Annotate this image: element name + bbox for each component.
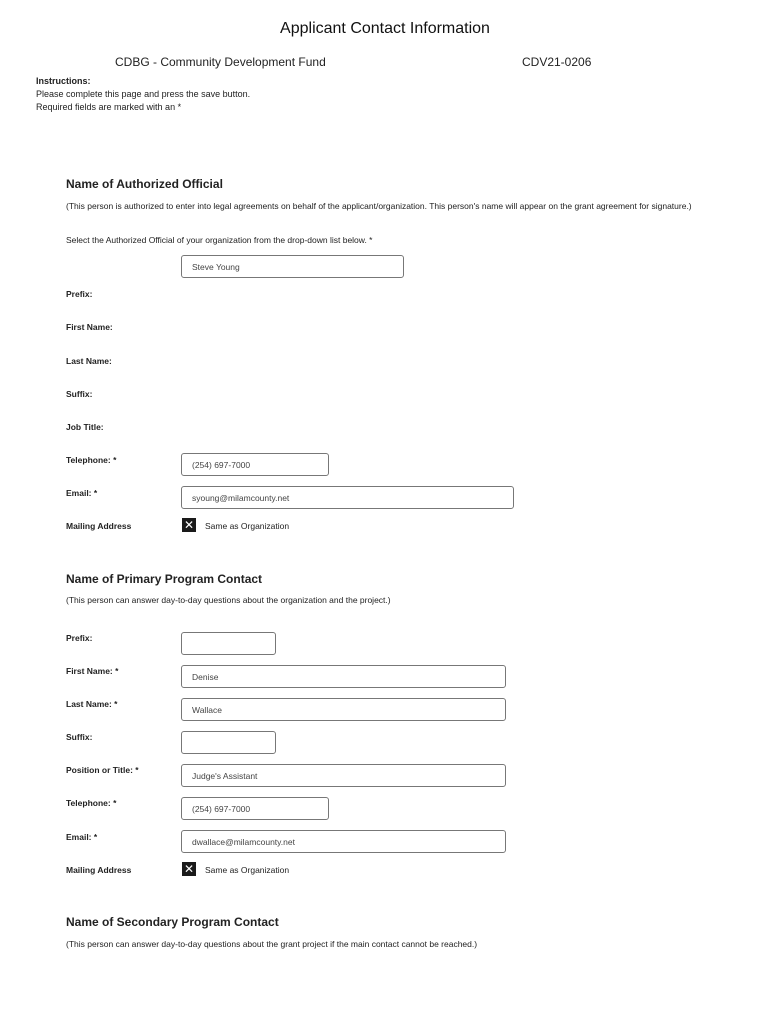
- pc-same-as-org-label: Same as Organization: [205, 865, 290, 875]
- ao-last-name-label: Last Name:: [66, 356, 112, 366]
- ao-suffix-label: Suffix:: [66, 389, 93, 399]
- pc-email-label: Email: *: [66, 832, 98, 842]
- application-id: CDV21-0206: [522, 55, 592, 69]
- ao-email-field[interactable]: [181, 486, 514, 509]
- primary-contact-note: (This person can answer day-to-day questions about the organization and the project.): [66, 595, 391, 605]
- page-title: Applicant Contact Information: [280, 20, 490, 37]
- authorized-official-select-prompt: Select the Authorized Official of your organization from the drop-down list below. *: [66, 235, 373, 245]
- ao-same-as-org-checkbox[interactable]: [182, 518, 196, 532]
- ao-mailing-label: Mailing Address: [66, 521, 132, 531]
- ao-same-as-org-label: Same as Organization: [205, 521, 290, 531]
- ao-email-value: syoung@milamcounty.net: [192, 492, 290, 503]
- ao-prefix-label: Prefix:: [66, 289, 93, 299]
- pc-suffix-label: Suffix:: [66, 732, 93, 742]
- pc-telephone-field[interactable]: [181, 797, 329, 820]
- authorized-official-heading: Name of Authorized Official: [66, 177, 223, 191]
- x-mark-icon: ✕: [183, 862, 195, 876]
- pc-mailing-label: Mailing Address: [66, 865, 132, 875]
- ao-email-label: Email: *: [66, 488, 98, 498]
- pc-telephone-label: Telephone: *: [66, 798, 117, 808]
- secondary-contact-note: (This person can answer day-to-day questions about the grant project if the main contact cannot be reached.): [66, 939, 478, 949]
- pc-email-field[interactable]: [181, 830, 506, 853]
- pc-prefix-label: Prefix:: [66, 633, 93, 643]
- pc-email-value: dwallace@milamcounty.net: [192, 836, 295, 847]
- pc-last-name-label: Last Name: *: [66, 699, 118, 709]
- secondary-contact-heading: Name of Secondary Program Contact: [66, 915, 279, 929]
- ao-telephone-value: (254) 697-7000: [192, 459, 251, 470]
- pc-telephone-value: (254) 697-7000: [192, 803, 251, 814]
- pc-prefix-field[interactable]: [181, 632, 276, 655]
- pc-position-field[interactable]: [181, 764, 506, 787]
- ao-first-name-label: First Name:: [66, 322, 113, 332]
- pc-first-name-label: First Name: *: [66, 666, 119, 676]
- pc-last-name-field[interactable]: [181, 698, 506, 721]
- pc-position-value: Judge's Assistant: [192, 770, 258, 781]
- authorized-official-selected-value: Steve Young: [192, 261, 240, 272]
- instructions-line-2: Required fields are marked with an *: [36, 102, 182, 112]
- ao-telephone-label: Telephone: *: [66, 455, 117, 465]
- authorized-official-select[interactable]: [181, 255, 404, 278]
- pc-suffix-field[interactable]: [181, 731, 276, 754]
- pc-first-name-field[interactable]: [181, 665, 506, 688]
- pc-first-name-value: Denise: [192, 671, 219, 682]
- instructions-line-1: Please complete this page and press the save button.: [36, 89, 251, 99]
- instructions-heading: Instructions:: [36, 76, 91, 86]
- ao-job-title-label: Job Title:: [66, 422, 104, 432]
- authorized-official-note: (This person is authorized to enter into legal agreements on behalf of the applicant/organization. This person's name will appear on the grant agreement for signature.): [66, 201, 692, 211]
- pc-same-as-org-checkbox[interactable]: [182, 862, 196, 876]
- pc-last-name-value: Wallace: [192, 704, 222, 715]
- ao-telephone-field[interactable]: [181, 453, 329, 476]
- program-name: CDBG - Community Development Fund: [115, 55, 326, 69]
- primary-contact-heading: Name of Primary Program Contact: [66, 572, 263, 586]
- x-mark-icon: ✕: [183, 518, 195, 532]
- pc-position-label: Position or Title: *: [66, 765, 139, 775]
